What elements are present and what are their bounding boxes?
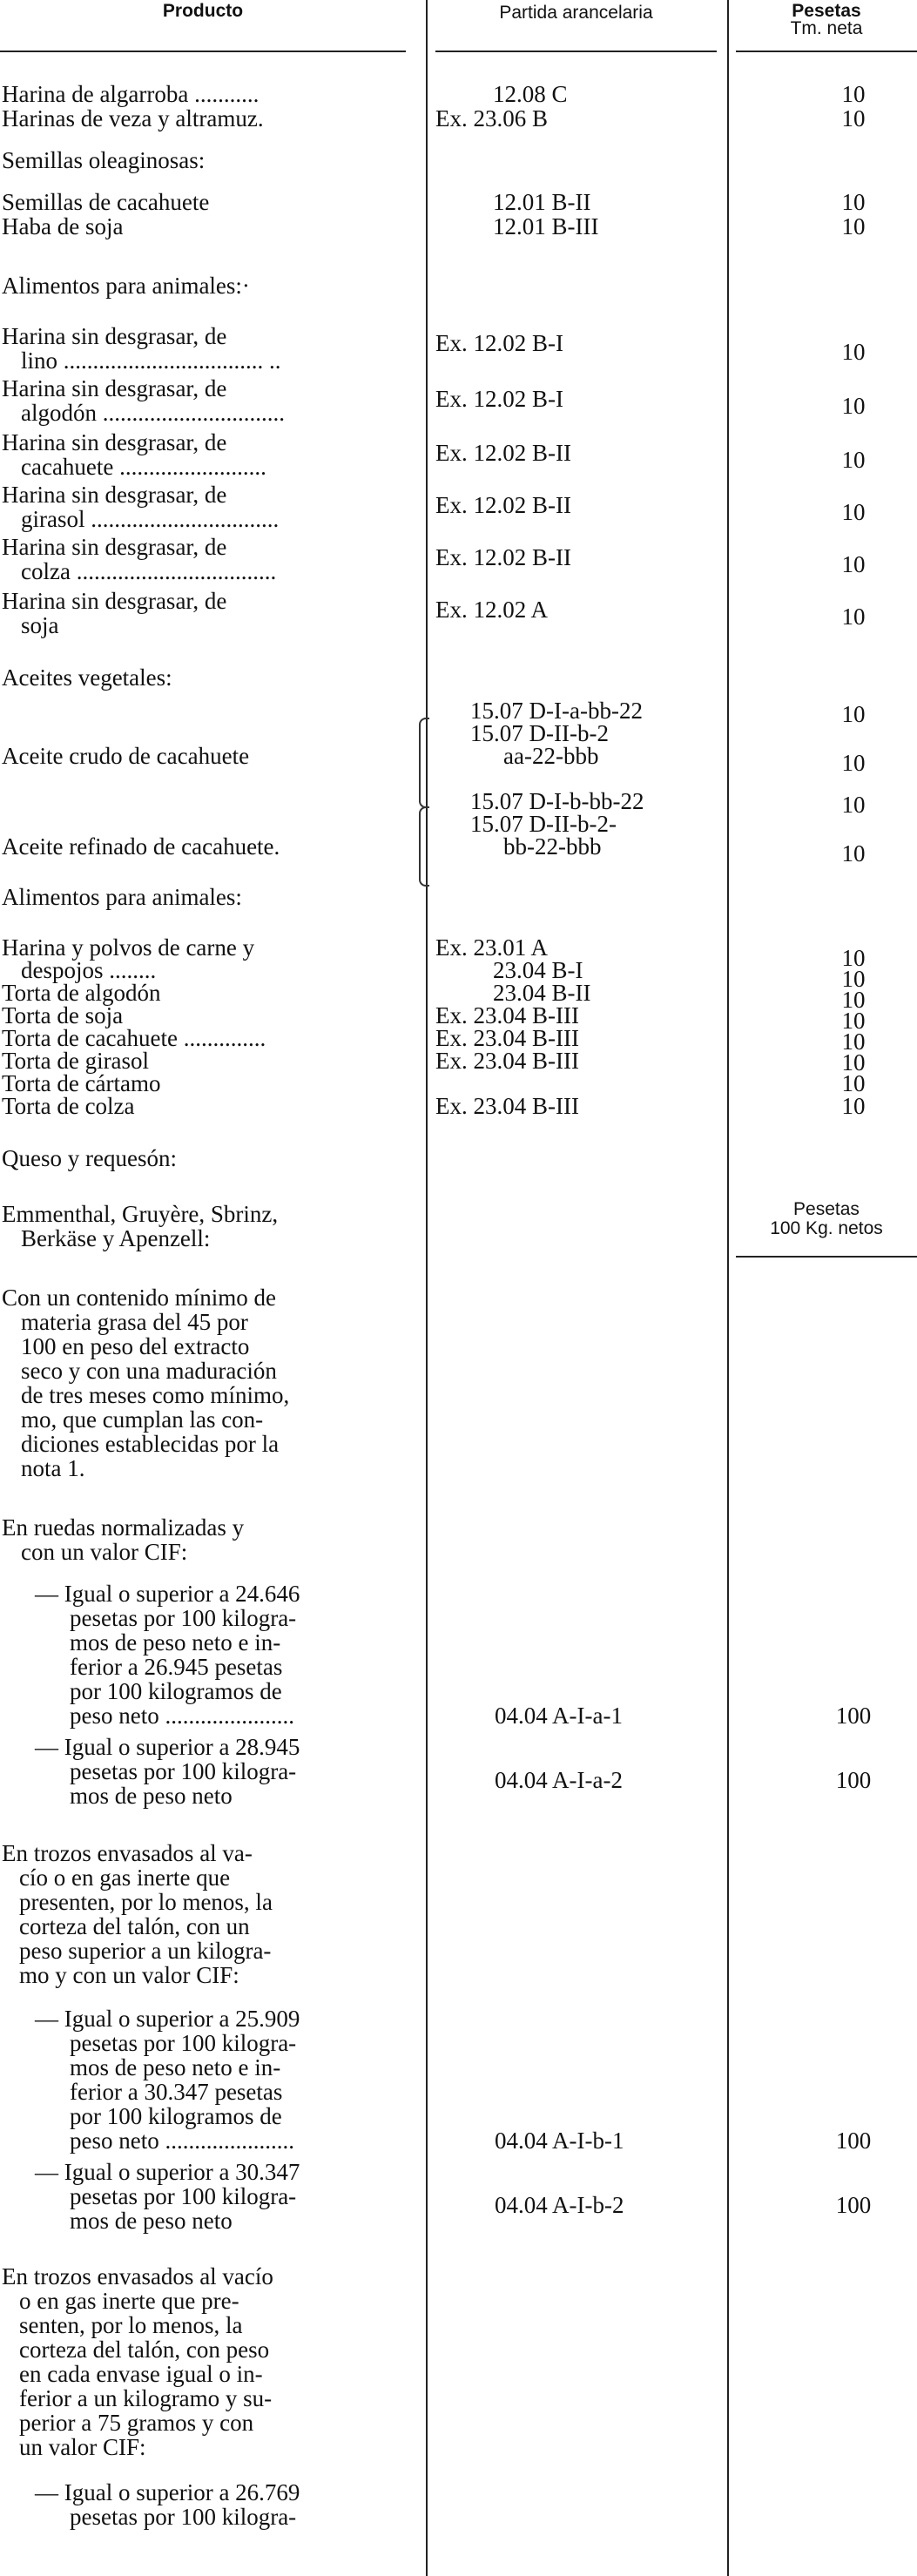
column-divider-2 — [727, 0, 729, 2576]
partida-code: 04.04 A-I-a-2 — [495, 1767, 623, 1793]
product-line: un valor CIF: — [19, 2434, 146, 2460]
product-line: pesetas por 100 kilogra- — [70, 2030, 297, 2056]
partida-code: Ex. 23.04 B-III — [435, 1025, 579, 1051]
product-line: Torta de soja — [2, 1002, 124, 1028]
partida-code: 23.04 B-I — [493, 957, 583, 983]
pesetas-value: 10 — [841, 1093, 866, 1119]
product-line: Berkäse y Apenzell: — [21, 1225, 211, 1251]
pesetas-value: 10 — [841, 105, 866, 131]
product-line: corteza del talón, con un — [19, 1913, 250, 1939]
product-line: 100 en peso del extracto — [21, 1333, 250, 1359]
product-line: perior a 75 gramos y con — [19, 2410, 254, 2436]
partida-code: 15.07 D-II-b-2 — [470, 720, 609, 746]
product-line: Torta de colza — [2, 1093, 135, 1119]
partida-code: 04.04 A-I-b-2 — [495, 2192, 624, 2218]
product-line: Queso y requesón: — [2, 1145, 177, 1171]
partida-code: 12.08 C — [493, 81, 568, 107]
product-line: mos de peso neto e in- — [70, 1629, 281, 1656]
header-producto: Producto — [162, 1, 244, 21]
product-line: algodón ............................... — [21, 400, 285, 426]
partida-code: 12.01 B-III — [493, 213, 599, 239]
product-line: peso neto ...................... — [70, 2128, 294, 2154]
product-line: Harina sin desgrasar, de — [2, 323, 227, 349]
product-line: peso neto ...................... — [70, 1703, 294, 1729]
product-line: — Igual o superior a 24.646 — [35, 1581, 300, 1607]
product-line: colza .................................. — [21, 558, 277, 584]
partida-code: 12.01 B-II — [493, 189, 591, 215]
product-line: despojos ........ — [21, 957, 157, 983]
product-line: de tres meses como mínimo, — [21, 1382, 290, 1408]
pesetas-value: 10 — [841, 966, 866, 992]
brace-aceite-crudo — [419, 718, 429, 808]
header-rule-2 — [435, 51, 717, 52]
partida-code: 23.04 B-II — [493, 980, 591, 1006]
pesetas-value: 10 — [841, 339, 866, 365]
product-line: cío o en gas inerte que — [19, 1865, 231, 1891]
pesetas-value: 100 — [835, 1703, 872, 1729]
pesetas-value: 10 — [841, 447, 866, 473]
product-line: o en gas inerte que pre- — [19, 2288, 239, 2314]
pesetas-value: 10 — [841, 551, 866, 577]
product-line: Harina sin desgrasar, de — [2, 534, 227, 560]
product-line: pesetas por 100 kilogra- — [70, 1758, 297, 1784]
pesetas-value: 10 — [841, 750, 866, 776]
header-pesetas-2: Pesetas — [793, 1199, 860, 1219]
product-line: mos de peso neto — [70, 1783, 233, 1809]
header-rule-3 — [736, 51, 917, 52]
pesetas-value: 10 — [841, 1049, 866, 1076]
partida-code: bb-22-bbb — [503, 833, 602, 860]
pesetas-value: 10 — [841, 792, 866, 818]
product-line: Emmenthal, Gruyère, Sbrinz, — [2, 1201, 279, 1227]
product-line: — Igual o superior a 30.347 — [35, 2159, 300, 2185]
partida-code: 15.07 D-I-a-bb-22 — [470, 698, 643, 724]
header-rule-1 — [0, 51, 406, 52]
product-line: Harina sin desgrasar, de — [2, 588, 227, 614]
product-line: mo y con un valor CIF: — [19, 1962, 239, 1988]
product-line: lino .................................. .. — [21, 347, 281, 374]
product-line: Harina y polvos de carne y — [2, 934, 255, 961]
pesetas-value: 100 — [835, 2128, 872, 2154]
partida-code: aa-22-bbb — [503, 743, 599, 769]
product-line: pesetas por 100 kilogra- — [70, 1605, 297, 1631]
product-line: Torta de algodón — [2, 980, 161, 1006]
product-line: Harina de algarroba ........... — [2, 81, 260, 107]
product-line: senten, por lo menos, la — [19, 2312, 243, 2338]
pesetas-value: 10 — [841, 945, 866, 971]
product-line: corteza del talón, con peso — [19, 2337, 270, 2363]
product-line: Aceite crudo de cacahuete — [2, 743, 250, 769]
product-line: Torta de cártamo — [2, 1070, 161, 1096]
product-line: presenten, por lo menos, la — [19, 1889, 273, 1915]
partida-code: Ex. 12.02 B-II — [435, 492, 571, 518]
partida-code: Ex. 12.02 B-I — [435, 330, 563, 356]
product-line: Harina sin desgrasar, de — [2, 482, 227, 508]
pesetas-value: 10 — [841, 1008, 866, 1034]
pesetas-value: 10 — [841, 189, 866, 215]
product-line: Harinas de veza y altramuz. — [2, 105, 264, 131]
header-partida: Partida arancelaria — [499, 3, 653, 23]
pesetas-value: 10 — [841, 81, 866, 107]
product-line: en cada envase igual o in- — [19, 2361, 263, 2387]
product-line: nota 1. — [21, 1455, 85, 1481]
product-line: — Igual o superior a 26.769 — [35, 2479, 300, 2505]
product-line: mo, que cumplan las con- — [21, 1406, 264, 1433]
brace-aceite-refinado — [419, 806, 429, 887]
product-line: Semillas de cacahuete — [2, 189, 210, 215]
product-line: — Igual o superior a 28.945 — [35, 1734, 300, 1760]
product-line: ferior a un kilogramo y su- — [19, 2385, 273, 2411]
partida-code: Ex. 23.01 A — [435, 934, 549, 961]
pesetas-value: 10 — [841, 499, 866, 525]
partida-code: 04.04 A-I-b-1 — [495, 2128, 624, 2154]
product-line: Harina sin desgrasar, de — [2, 429, 227, 455]
product-line: peso superior a un kilogra- — [19, 1938, 272, 1964]
column-divider-1 — [426, 0, 428, 2576]
partida-code: Ex. 23.04 B-III — [435, 1093, 579, 1119]
product-line: mos de peso neto e in- — [70, 2054, 281, 2080]
pesetas-value: 10 — [841, 987, 866, 1013]
product-line: mos de peso neto — [70, 2208, 233, 2234]
product-line: Alimentos para animales: — [2, 884, 242, 910]
product-line: ferior a 26.945 pesetas — [70, 1654, 283, 1680]
product-line: En trozos envasados al vacío — [2, 2263, 273, 2289]
pesetas-value: 10 — [841, 604, 866, 630]
partida-code: Ex. 12.02 B-II — [435, 544, 571, 570]
pesetas-value: 10 — [841, 213, 866, 239]
product-line: Aceite refinado de cacahuete. — [2, 833, 280, 860]
product-line: Semillas oleaginosas: — [2, 147, 206, 173]
product-line: cacahuete ......................... — [21, 454, 266, 480]
product-line: Harina sin desgrasar, de — [2, 375, 227, 401]
header-kg-netos: 100 Kg. netos — [770, 1218, 883, 1238]
product-line: Haba de soja — [2, 213, 124, 239]
partida-code: Ex. 12.02 A — [435, 597, 549, 623]
product-line: Aceites vegetales: — [2, 664, 172, 691]
product-line: Torta de cacahuete .............. — [2, 1025, 266, 1051]
product-line: diciones establecidas por la — [21, 1431, 280, 1457]
pesetas-value: 10 — [841, 393, 866, 419]
pesetas-value: 100 — [835, 1767, 872, 1793]
subheader-rule — [736, 1256, 917, 1258]
product-line: En trozos envasados al va- — [2, 1840, 253, 1866]
partida-code: Ex. 12.02 B-II — [435, 440, 571, 466]
header-tm-neta: Tm. neta — [790, 18, 863, 38]
partida-code: 15.07 D-II-b-2- — [470, 811, 617, 837]
partida-code: Ex. 12.02 B-I — [435, 386, 563, 412]
pesetas-value: 10 — [841, 840, 866, 867]
pesetas-value: 10 — [841, 1028, 866, 1055]
pesetas-value: 100 — [835, 2192, 872, 2218]
product-line: seco y con una maduración — [21, 1358, 277, 1384]
product-line: Con un contenido mínimo de — [2, 1285, 276, 1311]
partida-code: 15.07 D-I-b-bb-22 — [470, 788, 644, 814]
product-line: por 100 kilogramos de — [70, 2103, 282, 2129]
product-line: girasol ................................ — [21, 506, 280, 532]
partida-code: Ex. 23.04 B-III — [435, 1048, 579, 1074]
product-line: por 100 kilogramos de — [70, 1678, 282, 1704]
partida-code: 04.04 A-I-a-1 — [495, 1703, 623, 1729]
partida-code: Ex. 23.04 B-III — [435, 1002, 579, 1028]
product-line: con un valor CIF: — [21, 1539, 188, 1565]
product-line: Torta de girasol — [2, 1048, 150, 1074]
pesetas-value: 10 — [841, 701, 866, 727]
product-line: — Igual o superior a 25.909 — [35, 2006, 300, 2032]
header-pesetas: Pesetas — [792, 1, 861, 21]
product-line: materia grasa del 45 por — [21, 1309, 248, 1335]
product-line: pesetas por 100 kilogra- — [70, 2504, 297, 2530]
product-line: pesetas por 100 kilogra- — [70, 2183, 297, 2209]
product-line: Alimentos para animales:· — [2, 273, 250, 299]
product-line: soja — [21, 612, 59, 638]
partida-code: Ex. 23.06 B — [435, 105, 549, 131]
pesetas-value: 10 — [841, 1070, 866, 1096]
product-line: En ruedas normalizadas y — [2, 1514, 245, 1541]
product-line: ferior a 30.347 pesetas — [70, 2079, 283, 2105]
